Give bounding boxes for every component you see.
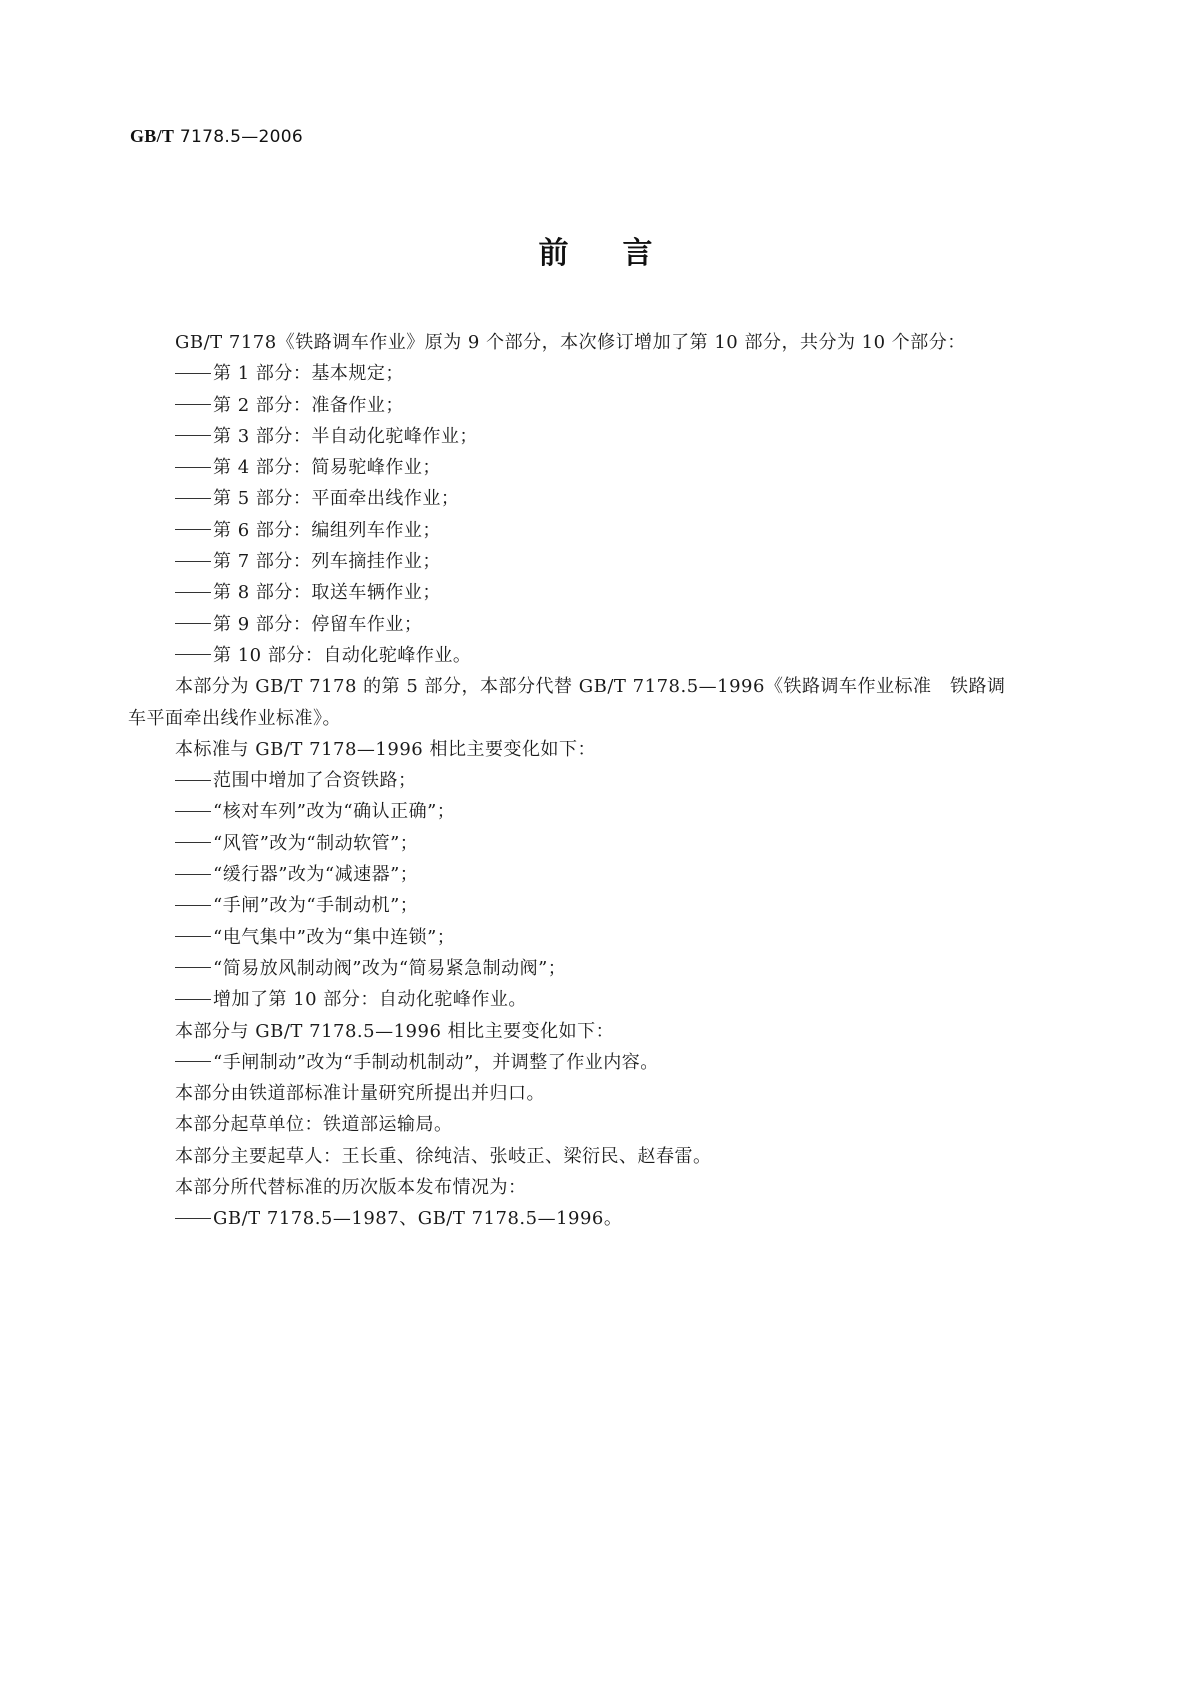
part-change-item: “手闸制动”改为“手制动机制动”，并调整了作业内容。 — [128, 1047, 1066, 1078]
part-list-item: 第 8 部分：取送车辆作业； — [128, 577, 1066, 608]
dash-mark — [175, 967, 211, 968]
replace-paragraph-line1: 本部分为 GB/T 7178 的第 5 部分，本部分代替 GB/T 7178.5—1996《铁路调车作业标准 铁路调 — [175, 676, 1006, 698]
change-list-item: 增加了第 10 部分：自动化驼峰作业。 — [128, 984, 1066, 1015]
dash-mark — [175, 999, 211, 1000]
dash-mark — [175, 467, 211, 468]
change-list-item: “手闸”改为“手制动机”； — [128, 890, 1066, 921]
dash-mark — [175, 404, 211, 405]
part-list-item: 第 7 部分：列车摘挂作业； — [128, 546, 1066, 577]
change-list-item: “风管”改为“制动软管”； — [128, 828, 1066, 859]
part-list-item: 第 4 部分：简易驼峰作业； — [128, 452, 1066, 483]
change-list-item: “核对车列”改为“确认正确”； — [128, 796, 1066, 827]
part-changes-intro: 本部分与 GB/T 7178.5—1996 相比主要变化如下： — [175, 1020, 615, 1042]
part-list-item: 第 2 部分：准备作业； — [128, 390, 1066, 421]
change-list-item: “简易放风制动阀”改为“简易紧急制动阀”； — [128, 953, 1066, 984]
dash-mark — [175, 498, 211, 499]
standard-code-prefix: GB/T — [130, 126, 175, 146]
dash-mark — [175, 1218, 211, 1219]
standard-code-number: 7178.5—2006 — [174, 127, 303, 147]
change-list-item: 范围中增加了合资铁路； — [128, 765, 1066, 796]
change-list-item: “电气集中”改为“集中连锁”； — [128, 922, 1066, 953]
dash-mark — [175, 435, 211, 436]
change-list-item: “缓行器”改为“减速器”； — [128, 859, 1066, 890]
dash-mark — [175, 1061, 211, 1062]
dash-mark — [175, 529, 211, 530]
part-list-item: 第 1 部分：基本规定； — [128, 358, 1066, 389]
dash-mark — [175, 592, 211, 593]
dash-mark — [175, 874, 211, 875]
dash-mark — [175, 654, 211, 655]
part-list-item: 第 9 部分：停留车作业； — [128, 609, 1066, 640]
dash-mark — [175, 780, 211, 781]
dash-mark — [175, 936, 211, 937]
dash-mark — [175, 842, 211, 843]
foreword-body — [128, 327, 1066, 1235]
replace-paragraph-line2: 车平面牵出线作业标准》。 — [128, 707, 341, 729]
history-item: GB/T 7178.5—1987、GB/T 7178.5—1996。 — [128, 1203, 1066, 1234]
history-intro: 本部分所代替标准的历次版本发布情况为： — [175, 1177, 527, 1199]
dash-mark — [175, 811, 211, 812]
standard-changes-intro: 本标准与 GB/T 7178—1996 相比主要变化如下： — [175, 738, 596, 760]
dash-mark — [175, 623, 211, 624]
part-list-item: 第 3 部分：半自动化驼峰作业； — [128, 421, 1066, 452]
drafting-unit-paragraph: 本部分起草单位：铁道部运输局。 — [175, 1114, 453, 1136]
dash-mark — [175, 373, 211, 374]
dash-mark — [175, 905, 211, 906]
page-title: 前言 — [538, 236, 707, 271]
part-list-item: 第 6 部分：编组列车作业； — [128, 515, 1066, 546]
part-list-item: 第 5 部分：平面牵出线作业； — [128, 483, 1066, 514]
dash-mark — [175, 561, 211, 562]
intro-paragraph: GB/T 7178《铁路调车作业》原为 9 个部分，本次修订增加了第 10 部分，共分为 10 个部分： — [175, 332, 966, 353]
drafters-paragraph: 本部分主要起草人：王长重、徐纯洁、张岐正、梁衍民、赵春雷。 — [175, 1145, 712, 1167]
proposer-paragraph: 本部分由铁道部标准计量研究所提出并归口。 — [175, 1083, 545, 1105]
part-list-item: 第 10 部分：自动化驼峰作业。 — [128, 640, 1066, 671]
standard-code-header — [130, 126, 303, 147]
